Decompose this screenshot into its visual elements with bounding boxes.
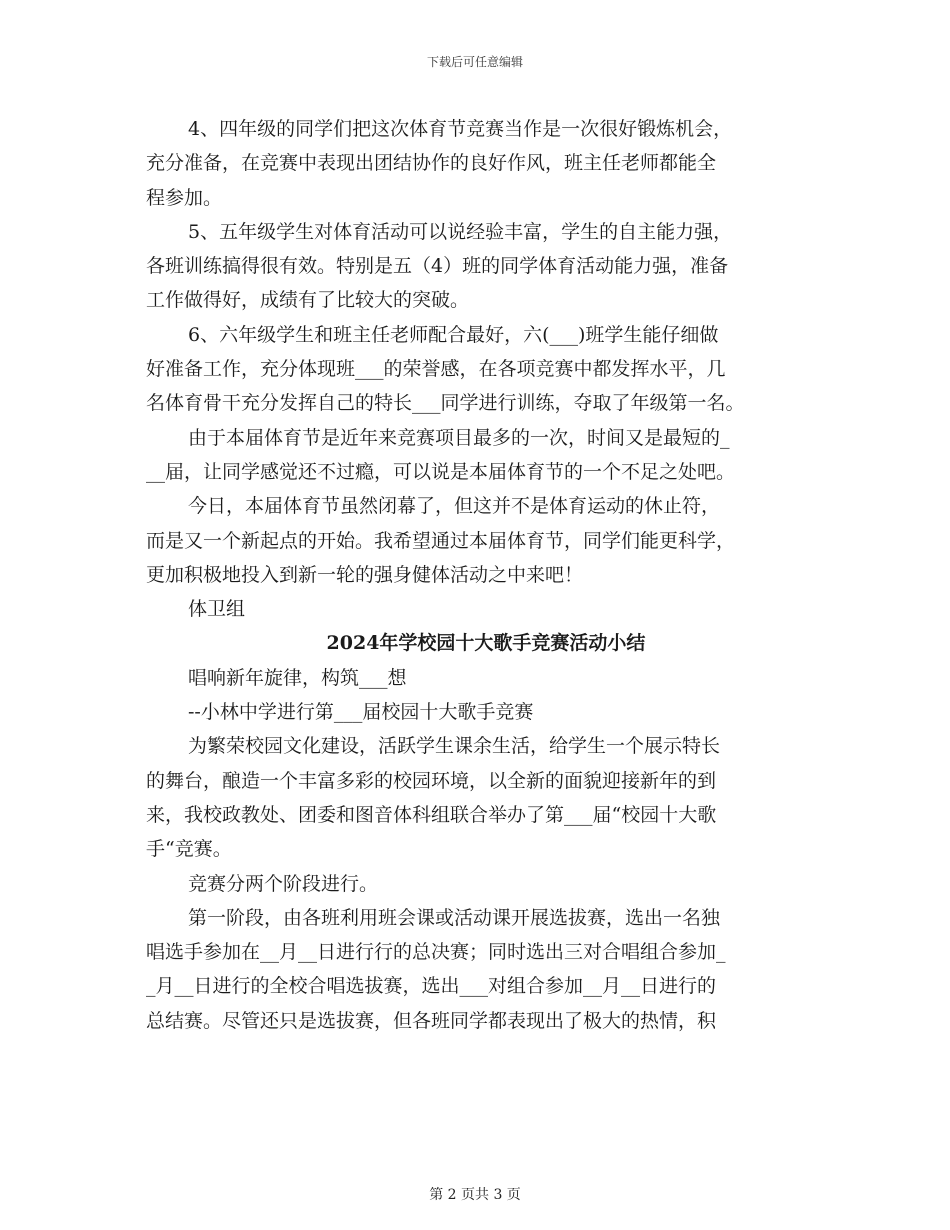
text-line: 程参加。 [146, 186, 223, 209]
text-line: 总结赛。尽管还只是选拔赛，但各班同学都表现出了极大的热情，积 [146, 1009, 717, 1032]
page-footer: 第 2 页共 3 页 [429, 1187, 521, 1203]
text-line: 工作做得好，成绩有了比较大的突破。 [146, 289, 470, 312]
text-line: 6、六年级学生和班主任老师配合最好，六(___)班学生能仔细做 [188, 323, 719, 346]
text-line: 好准备工作，充分体现班___的荣誉感，在各项竞赛中都发挥水平，几 [146, 358, 726, 381]
text-line: 竞赛分两个阶段进行。 [188, 872, 379, 895]
text-line: 手“竞赛。 [146, 838, 232, 861]
text-line: 而是又一个新起点的开始。我希望通过本届体育节，同学们能更科学， [146, 529, 736, 552]
text-line: 今日，本届体育节虽然闭幕了，但这并不是体育运动的休止符， [188, 495, 721, 518]
text-line: 唱响新年旋律，构筑___想 [188, 666, 407, 689]
text-line: 5、五年级学生对体育活动可以说经验丰富，学生的自主能力强， [188, 220, 733, 243]
text-line: 的舞台，酿造一个丰富多彩的校园环境，以全新的面貌迎接新年的到 [146, 769, 717, 792]
text-line: 来，我校政教处、团委和图音体科组联合举办了第___届“校园十大歌 [146, 803, 717, 826]
text-line: --小林中学进行第___届校园十大歌手竞赛 [188, 701, 534, 724]
text-line: 由于本届体育节是近年来竞赛项目最多的一次，时间又是最短的_ [188, 426, 730, 449]
text-line: 充分准备，在竞赛中表现出团结协作的良好作风，班主任老师都能全 [146, 152, 717, 175]
text-line: 名体育骨干充分发挥自己的特长___同学进行训练，夺取了年级第一名。 [146, 392, 745, 415]
text-line: 唱选手参加在__月__日进行行的总决赛；同时选出三对合唱组合参加_ [146, 941, 726, 964]
text-line: _月__日进行的全校合唱选拔赛，选出___对组合参加__月__日进行的 [146, 975, 717, 998]
text-line: __届，让同学感觉还不过瘾，可以说是本届体育节的一个不足之处吧。 [146, 460, 736, 483]
text-line: 为繁荣校园文化建设，活跃学生课余生活，给学生一个展示特长 [188, 735, 721, 758]
text-line: 4、四年级的同学们把这次体育节竞赛当作是一次很好锻炼机会， [188, 118, 733, 140]
document-body [146, 112, 826, 1038]
text-line: 更加积极地投入到新一轮的强身健体活动之中来吧！ [146, 563, 584, 586]
text-line: 第一阶段，由各班利用班会课或活动课开展选拔赛，选出一名独 [188, 906, 721, 929]
page-header: 下载后可任意编辑 [426, 55, 523, 69]
text-line: 体卫组 [188, 598, 246, 621]
text-line: 各班训练搞得很有效。特别是五（4）班的同学体育活动能力强，准备 [146, 255, 729, 278]
section-title: 2024年学校园十大歌手竞赛活动小结 [326, 632, 646, 655]
